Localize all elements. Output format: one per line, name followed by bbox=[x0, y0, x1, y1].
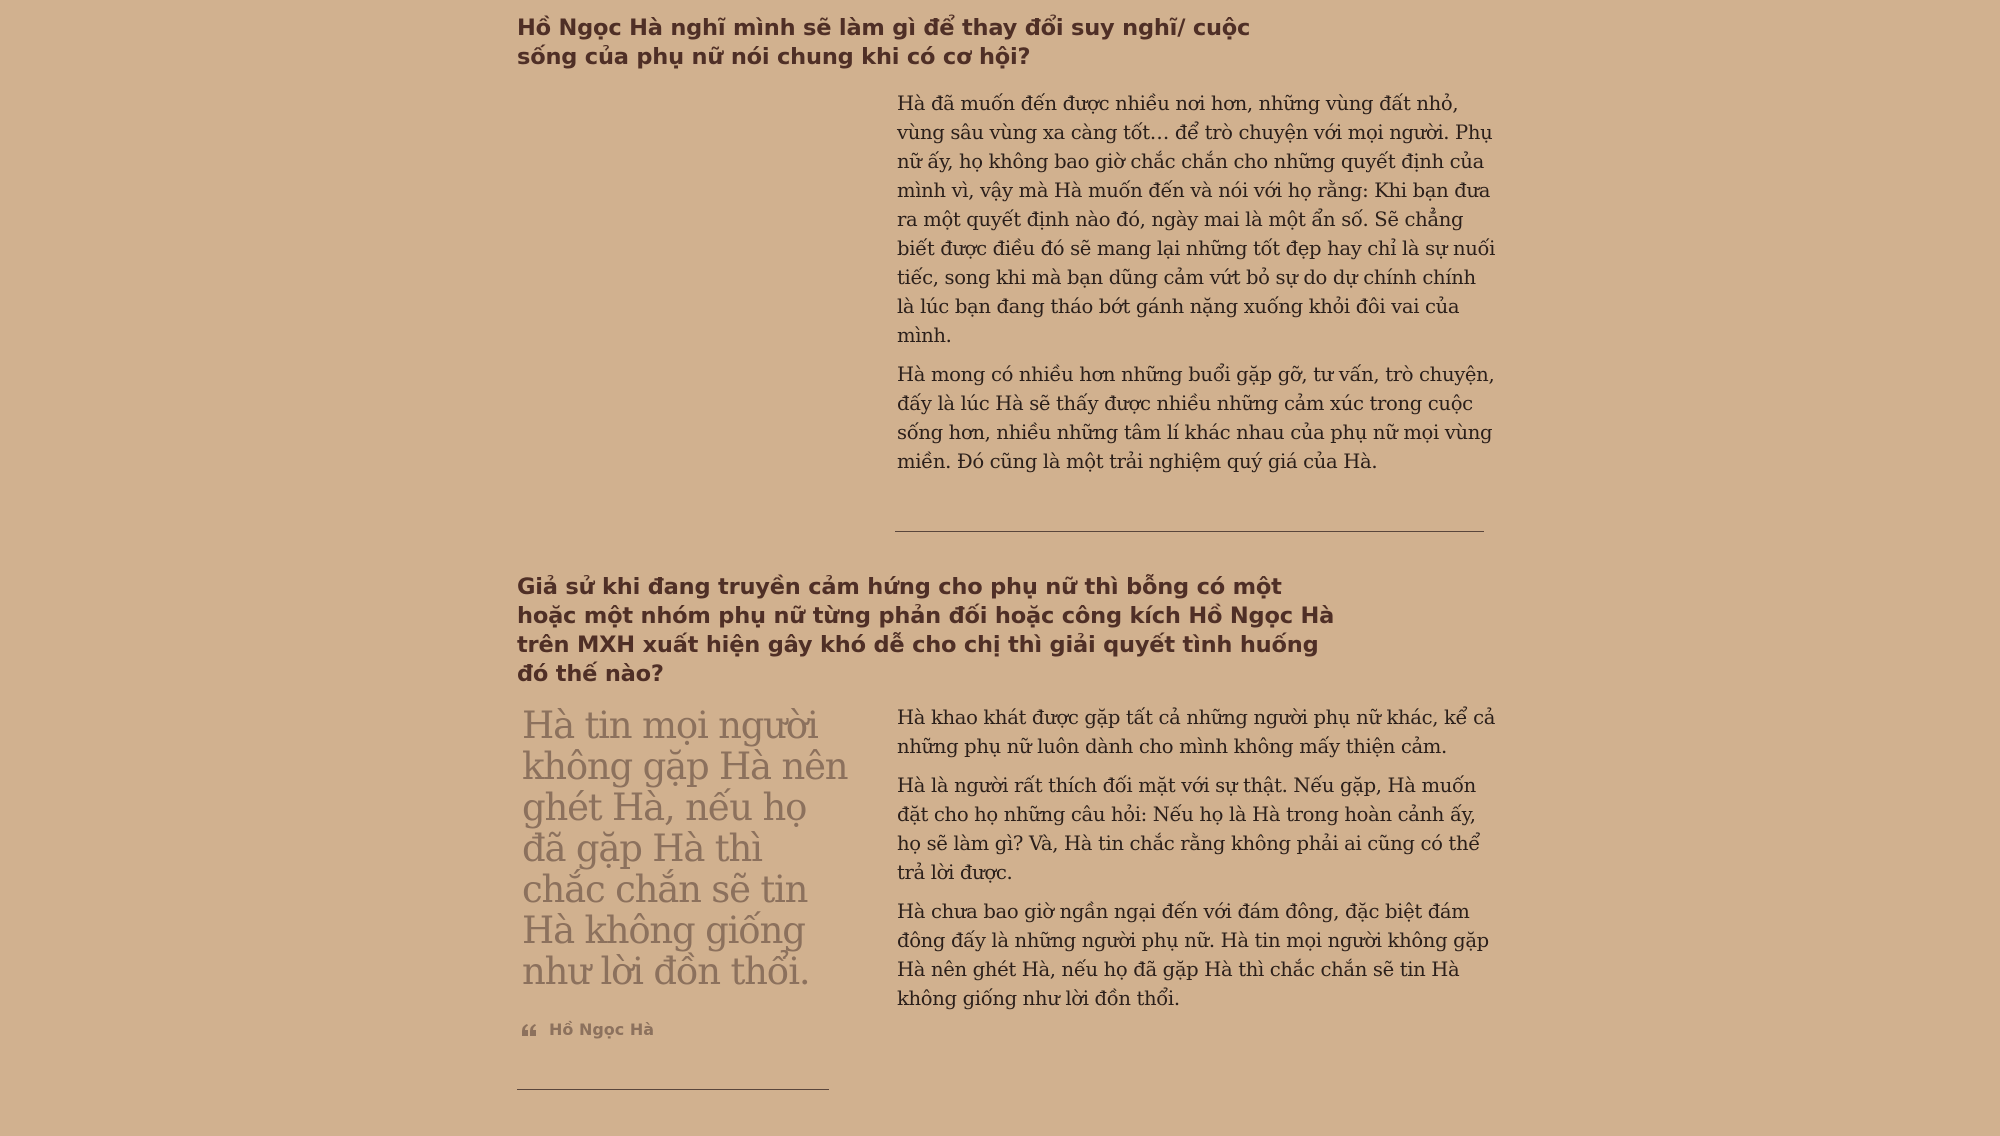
section-1-answer bbox=[897, 89, 1497, 476]
quote-attribution bbox=[521, 1020, 654, 1039]
quote-mark-icon bbox=[521, 1023, 537, 1037]
section-1-question: Hồ Ngọc Hà nghĩ mình sẽ làm gì để thay đổi suy nghĩ/ cuộc sống của phụ nữ nói chung khi có cơ hội? bbox=[517, 15, 1251, 70]
section-2-question: Giả sử khi đang truyền cảm hứng cho phụ nữ thì bỗng có một hoặc một nhóm phụ nữ từng phản đối hoặc công kích Hồ Ngọc Hà trên MXH xuất hiện gây khó dễ cho chị thì giải quyết tình huống đó thế nào? bbox=[517, 574, 1335, 687]
answer-paragraph: Hà chưa bao giờ ngần ngại đến với đám đông, đặc biệt đám đông đấy là những người phụ nữ. Hà tin mọi người không gặp Hà nên ghét Hà, nếu họ đã gặp Hà thì chắc chắn sẽ tin Hà không giống như lời đồn thổi. bbox=[897, 900, 1489, 1010]
answer-paragraph: Hà mong có nhiều hơn những buổi gặp gỡ, tư vấn, trò chuyện, đấy là lúc Hà sẽ thấy được nhiều những cảm xúc trong cuộc sống hơn, nhiều những tâm lí khác nhau của phụ nữ mọi vùng miền. Đó cũng là một trải nghiệm quý giá của Hà. bbox=[897, 363, 1495, 473]
answer-paragraph: Hà là người rất thích đối mặt với sự thật. Nếu gặp, Hà muốn đặt cho họ những câu hỏi: Nếu họ là Hà trong hoàn cảnh ấy, họ sẽ làm gì? Và, Hà tin chắc rằng không phải ai cũng có thể trả lời được. bbox=[897, 774, 1480, 884]
quote-author: Hồ Ngọc Hà bbox=[549, 1020, 655, 1039]
pull-quote: Hà tin mọi người không gặp Hà nên ghét Hà, nếu họ đã gặp Hà thì chắc chắn sẽ tin Hà không giống như lời đồn thổi. bbox=[522, 704, 848, 993]
quote-divider bbox=[517, 1089, 829, 1090]
answer-paragraph: Hà đã muốn đến được nhiều nơi hơn, những vùng đất nhỏ, vùng sâu vùng xa càng tốt… để trò chuyện với mọi người. Phụ nữ ấy, họ không bao giờ chắc chắn cho những quyết định của mình vì, vậy mà Hà muốn đến và nói với họ rằng: Khi bạn đưa ra một quyết định nào đó, ngày mai là một ẩn số. Sẽ chẳng biết được điều đó sẽ mang lại những tốt đẹp hay chỉ là sự nuối tiếc, song khi mà bạn dũng cảm vứt bỏ sự do dự chính chính là lúc bạn đang tháo bớt gánh nặng xuống khỏi đôi vai của mình. bbox=[897, 92, 1496, 347]
answer-paragraph: Hà khao khát được gặp tất cả những người phụ nữ khác, kể cả những phụ nữ luôn dành cho mình không mấy thiện cảm. bbox=[897, 706, 1496, 758]
section-divider bbox=[895, 531, 1484, 532]
section-2-answer bbox=[897, 703, 1497, 1013]
